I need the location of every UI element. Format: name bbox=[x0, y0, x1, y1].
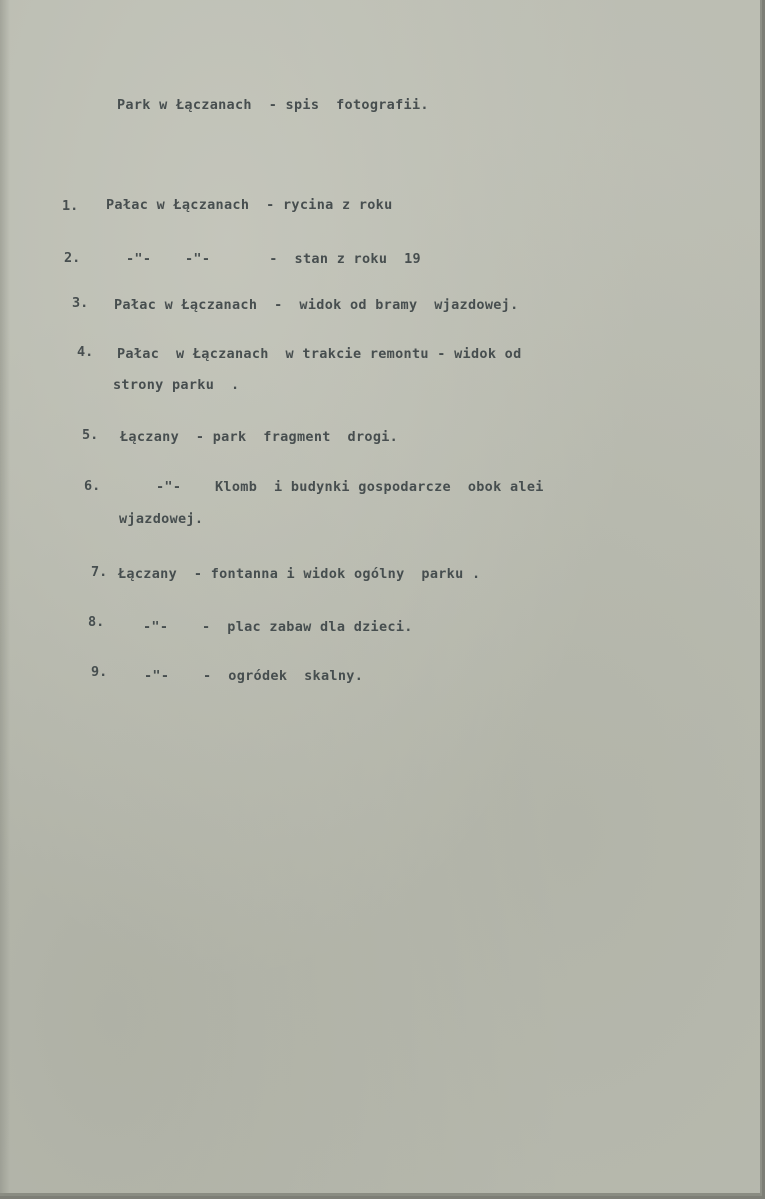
entry-text: -"- -"- - stan z roku 19 bbox=[126, 251, 421, 267]
entry-number: 7. bbox=[91, 564, 108, 580]
entry-number: 2. bbox=[64, 250, 81, 266]
entry-text: Pałac w Łączanach - widok od bramy wjazdowej. bbox=[114, 297, 519, 313]
entry-number: 9. bbox=[91, 664, 108, 680]
entry-text: -"- - ogródek skalny. bbox=[144, 668, 364, 684]
document-title: Park w Łączanach - spis fotografii. bbox=[117, 97, 429, 113]
entry-text: -"- - plac zabaw dla dzieci. bbox=[143, 619, 413, 635]
entry-number: 5. bbox=[82, 427, 99, 443]
entry-text: Pałac w Łączanach - rycina z roku bbox=[106, 197, 393, 213]
entry-number: 1. bbox=[62, 198, 79, 214]
entry-number: 8. bbox=[88, 614, 105, 630]
page-edge-shadow bbox=[0, 0, 10, 1196]
entry-text: Pałac w Łączanach w trakcie remontu - widok od bbox=[117, 346, 522, 362]
entry-text: Łączany - fontanna i widok ogólny parku . bbox=[118, 566, 481, 582]
entry-number: 4. bbox=[77, 344, 94, 360]
entry-text: Łączany - park fragment drogi. bbox=[120, 429, 399, 445]
entry-text-continuation: strony parku . bbox=[113, 377, 240, 393]
entry-number: 3. bbox=[72, 295, 89, 311]
entry-text-continuation: wjazdowej. bbox=[119, 511, 204, 527]
entry-text: -"- Klomb i budynki gospodarcze obok alei bbox=[156, 479, 544, 495]
entry-number: 6. bbox=[84, 478, 101, 494]
